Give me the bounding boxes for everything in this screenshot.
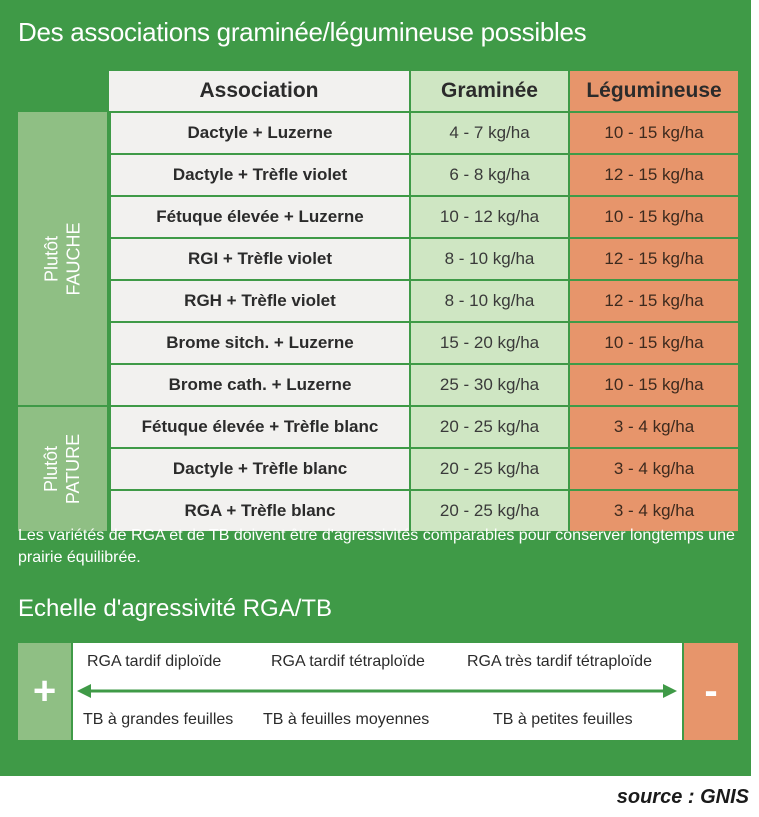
table-row bbox=[18, 406, 738, 448]
scale-bottom-label: TB à feuilles moyennes bbox=[263, 711, 430, 728]
cell-association: Brome sitch. + Luzerne bbox=[109, 322, 410, 364]
table-row bbox=[18, 238, 738, 280]
minus-box bbox=[684, 643, 738, 740]
cell-legumineuse: 10 - 15 kg/ha bbox=[569, 196, 738, 238]
cell-association: RGA + Trèfle blanc bbox=[109, 490, 410, 532]
note-text: Les variétés de RGA et de TB doivent être d'agressivités comparables pour conserver longtemps une prairie équilibrée. bbox=[18, 527, 735, 566]
header-legumineuse: Légumineuse bbox=[569, 71, 738, 112]
table-row bbox=[18, 322, 738, 364]
double-arrow-icon bbox=[77, 683, 677, 699]
cell-association: Fétuque élevée + Luzerne bbox=[109, 196, 410, 238]
cell-legumineuse: 12 - 15 kg/ha bbox=[569, 154, 738, 196]
cell-association: Dactyle + Trèfle blanc bbox=[109, 448, 410, 490]
cell-legumineuse: 10 - 15 kg/ha bbox=[569, 322, 738, 364]
cell-association: Dactyle + Luzerne bbox=[109, 112, 410, 154]
group-pature: Plutôt PATURE bbox=[18, 406, 109, 532]
table-corner bbox=[18, 71, 109, 112]
table-row bbox=[18, 154, 738, 196]
cell-graminee: 25 - 30 kg/ha bbox=[410, 364, 569, 406]
cell-graminee: 8 - 10 kg/ha bbox=[410, 280, 569, 322]
header-association: Association bbox=[109, 71, 410, 112]
cell-graminee: 15 - 20 kg/ha bbox=[410, 322, 569, 364]
cell-association: RGH + Trèfle violet bbox=[109, 280, 410, 322]
scale-top-label: RGA tardif diploïde bbox=[87, 653, 222, 670]
table-row bbox=[18, 448, 738, 490]
cell-graminee: 20 - 25 kg/ha bbox=[410, 406, 569, 448]
table-row bbox=[18, 196, 738, 238]
aggressiveness-scale bbox=[18, 643, 738, 740]
cell-association: Dactyle + Trèfle violet bbox=[109, 154, 410, 196]
scale-top-label: RGA tardif tétraploïde bbox=[271, 653, 425, 670]
table-header-row bbox=[18, 71, 738, 112]
cell-graminee: 6 - 8 kg/ha bbox=[410, 154, 569, 196]
cell-legumineuse: 10 - 15 kg/ha bbox=[569, 112, 738, 154]
scale-bottom-label: TB à petites feuilles bbox=[493, 711, 633, 728]
plus-box bbox=[18, 643, 71, 740]
table-row bbox=[18, 364, 738, 406]
cell-legumineuse: 3 - 4 kg/ha bbox=[569, 490, 738, 532]
page-title: Des associations graminée/légumineuse possibles bbox=[18, 17, 587, 47]
scale-title: Echelle d'agressivité RGA/TB bbox=[18, 595, 333, 622]
cell-legumineuse: 10 - 15 kg/ha bbox=[569, 364, 738, 406]
scale-top-label: RGA très tardif tétraploïde bbox=[467, 653, 652, 670]
scale-bottom-label: TB à grandes feuilles bbox=[83, 711, 234, 728]
associations-table bbox=[18, 71, 738, 533]
minus-icon: - bbox=[704, 669, 718, 713]
group-fauche: Plutôt FAUCHE bbox=[18, 112, 109, 406]
table-row bbox=[18, 112, 738, 154]
cell-legumineuse: 12 - 15 kg/ha bbox=[569, 238, 738, 280]
cell-association: Fétuque élevée + Trèfle blanc bbox=[109, 406, 410, 448]
plus-icon: + bbox=[32, 669, 57, 713]
cell-graminee: 4 - 7 kg/ha bbox=[410, 112, 569, 154]
cell-legumineuse: 12 - 15 kg/ha bbox=[569, 280, 738, 322]
cell-association: RGI + Trèfle violet bbox=[109, 238, 410, 280]
cell-legumineuse: 3 - 4 kg/ha bbox=[569, 406, 738, 448]
cell-graminee: 20 - 25 kg/ha bbox=[410, 448, 569, 490]
source-credit: source : GNIS bbox=[616, 786, 749, 808]
cell-graminee: 20 - 25 kg/ha bbox=[410, 490, 569, 532]
cell-legumineuse: 3 - 4 kg/ha bbox=[569, 448, 738, 490]
header-graminee: Graminée bbox=[410, 71, 569, 112]
cell-graminee: 8 - 10 kg/ha bbox=[410, 238, 569, 280]
scale-labels bbox=[73, 643, 682, 740]
table-row bbox=[18, 280, 738, 322]
cell-graminee: 10 - 12 kg/ha bbox=[410, 196, 569, 238]
cell-association: Brome cath. + Luzerne bbox=[109, 364, 410, 406]
